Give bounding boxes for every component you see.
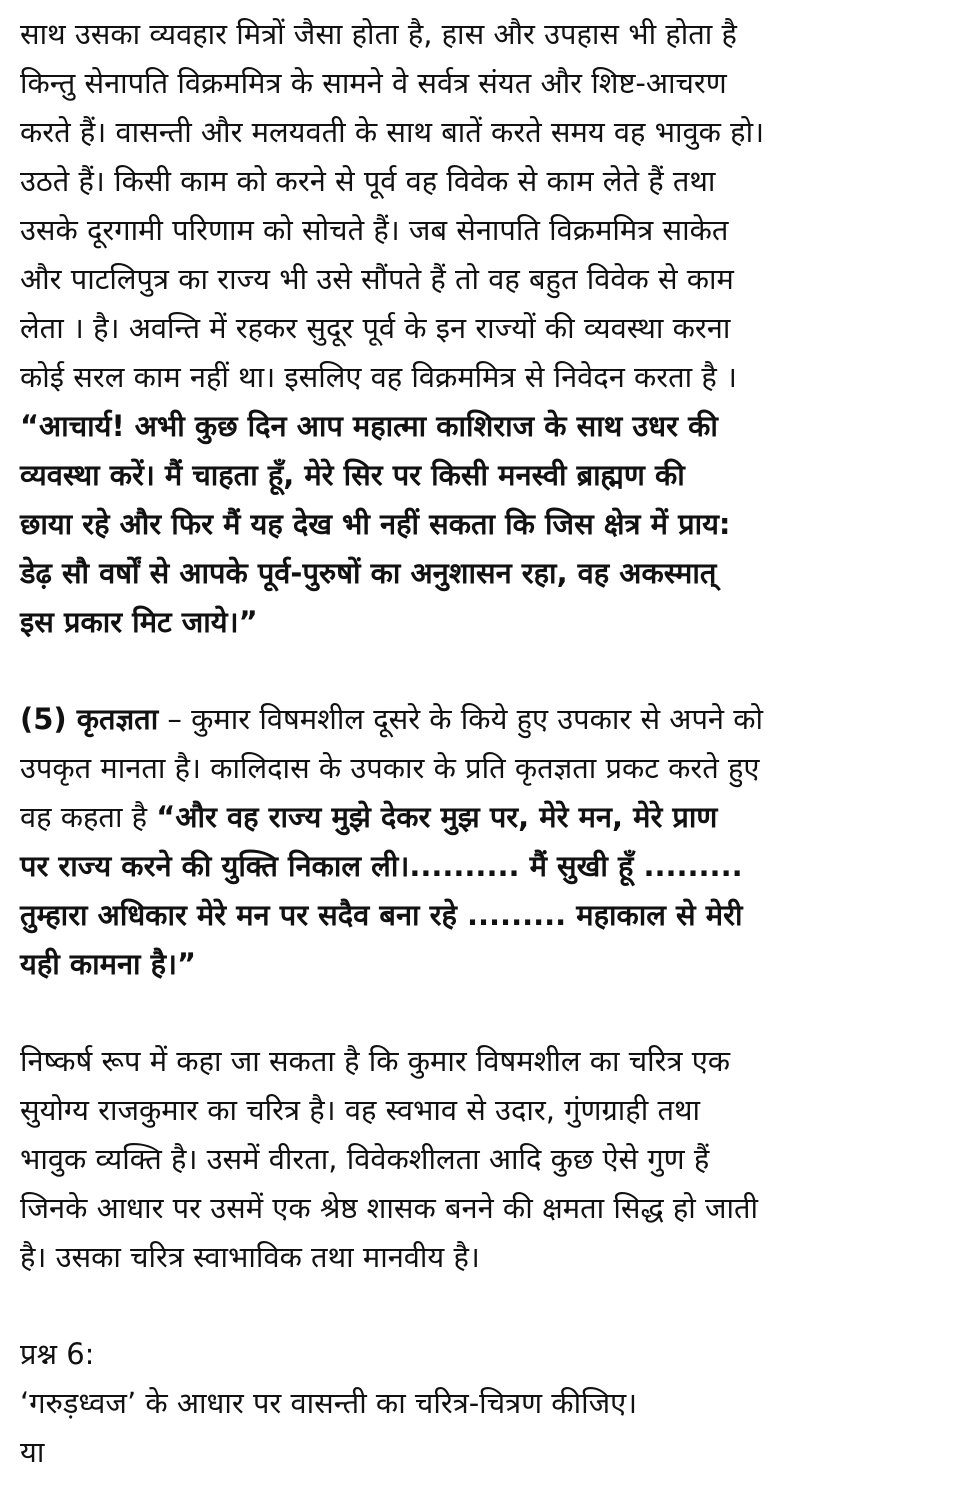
conclusion-line-3: भावुक व्यक्ति है। उसमें वीरता, विवेकशीलता आदि कुछ ऐसे गुण हैं: [20, 1142, 710, 1176]
question-6-or: या: [20, 1435, 45, 1469]
section-5-line-3-text: वह कहता है: [20, 800, 157, 834]
section-5-quote-line-1: पर राज्य करने की युक्ति निकाल ली।.......... मैं सुखी हूँ .........: [20, 849, 743, 883]
conclusion-line-4: जिनके आधार पर उसमें एक श्रेष्ठ शासक बनने की क्षमता सिद्ध हो जाती: [20, 1191, 759, 1225]
intro-line-5: उसके दूरगामी परिणाम को सोचते हैं। जब सेनापति विक्रममित्र साकेत: [20, 213, 729, 247]
paragraph-gap: [20, 989, 940, 1037]
paragraph-gap: [20, 1282, 940, 1330]
section-5-paragraph: [20, 695, 940, 989]
intro-quote-line-2: व्यवस्था करें। मैं चाहता हूँ, मेरे सिर पर किसी मनस्वी ब्राह्मण की: [20, 458, 685, 492]
question-6: [20, 1330, 940, 1477]
section-5-quote-line-2: तुम्हारा अधिकार मेरे मन पर सदैव बना रहे ......... महाकाल से मेरी: [20, 898, 743, 932]
intro-line-3: करते हैं। वासन्ती और मलयवती के साथ बातें करते समय वह भावुक हो।: [20, 115, 765, 149]
section-5-line-1-text: – कुमार विषमशील दूसरे के किये हुए उपकार से अपने को: [158, 702, 764, 736]
section-5-quote-start: “और वह राज्य मुझे देकर मुझ पर, मेरे मन, मेरे प्राण: [156, 800, 718, 834]
section-5-line-1: [20, 695, 940, 744]
intro-quote-line-5: इस प्रकार मिट जाये।”: [20, 605, 258, 639]
intro-quote-line-1: “आचार्य! अभी कुछ दिन आप महात्मा काशिराज के साथ उधर की: [20, 409, 718, 443]
intro-line-6: और पाटलिपुत्र का राज्य भी उसे सौंपते हैं तो वह बहुत विवेक से काम: [20, 262, 734, 296]
intro-line-4: उठते हैं। किसी काम को करने से पूर्व वह विवेक से काम लेते हैं तथा: [20, 164, 716, 198]
intro-line-7: लेता । है। अवन्ति में रहकर सुदूर पूर्व के इन राज्यों की व्यवस्था करना: [20, 311, 731, 345]
intro-quote-line-3: छाया रहे और फिर मैं यह देख भी नहीं सकता कि जिस क्षेत्र में प्राय:: [20, 507, 731, 541]
section-5-line-3: [20, 793, 940, 842]
section-5-heading: (5) कृतज्ञता: [20, 702, 159, 736]
document-page: [20, 10, 940, 1477]
conclusion-line-1: निष्कर्ष रूप में कहा जा सकता है कि कुमार विषमशील का चरित्र एक: [20, 1044, 731, 1078]
conclusion-line-2: सुयोग्य राजकुमार का चरित्र है। वह स्वभाव से उदार, गुंणग्राही तथा: [20, 1093, 701, 1127]
intro-quote-line-4: डेढ़ सौ वर्षों से आपके पूर्व-पुरुषों का अनुशासन रहा, वह अकस्मात्: [20, 556, 717, 590]
section-5-line-2: उपकृत मानता है। कालिदास के उपकार के प्रति कृतज्ञता प्रकट करते हुए: [20, 751, 760, 785]
conclusion-line-5: है। उसका चरित्र स्वाभाविक तथा मानवीय है।: [20, 1240, 480, 1274]
conclusion-paragraph: [20, 1037, 940, 1282]
intro-line-1: साथ उसका व्यवहार मित्रों जैसा होता है, हास और उपहास भी होता है: [20, 17, 737, 51]
paragraph-gap: [20, 647, 940, 695]
question-6-label: प्रश्न 6:: [20, 1337, 95, 1371]
question-6-text: ‘गरुड़ध्वज’ के आधार पर वासन्ती का चरित्र-चित्रण कीजिए।: [20, 1386, 638, 1420]
intro-line-8: कोई सरल काम नहीं था। इसलिए वह विक्रममित्र से निवेदन करता है ।: [20, 360, 738, 394]
intro-paragraph: [20, 10, 940, 647]
section-5-quote-line-3: यही कामना है।”: [20, 947, 197, 981]
intro-line-2: किन्तु सेनापति विक्रममित्र के सामने वे सर्वत्र संयत और शिष्ट-आचरण: [20, 66, 727, 100]
